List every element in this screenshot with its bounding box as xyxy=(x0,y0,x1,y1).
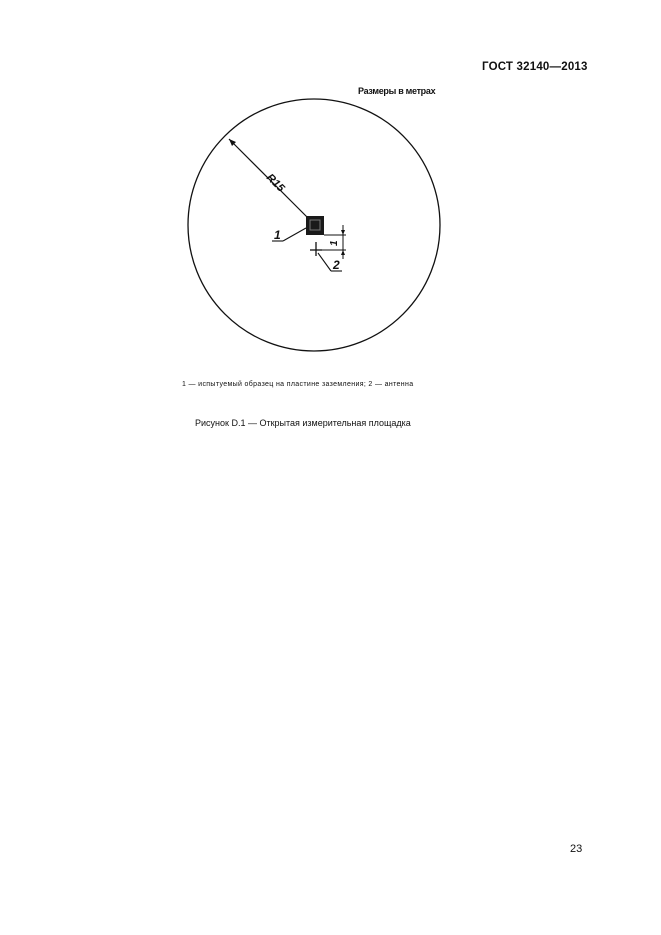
page-number: 23 xyxy=(570,843,583,855)
figure-legend: 1 — испытуемый образец на пластине заземления; 2 — антенна xyxy=(182,381,414,388)
dimension-value: 1 xyxy=(329,240,340,246)
document-standard-id: ГОСТ 32140—2013 xyxy=(482,61,588,73)
label-antenna: 2 xyxy=(333,258,340,272)
label-sample: 1 xyxy=(274,228,281,242)
units-note: Размеры в метрах xyxy=(358,86,436,96)
figure-caption: Рисунок D.1 — Открытая измерительная площадка xyxy=(195,418,411,428)
dimension-arrow-bottom xyxy=(341,250,345,255)
label-1-leader-diagonal xyxy=(283,228,306,241)
radius-label: R15 xyxy=(263,171,287,195)
ground-plate xyxy=(306,216,324,235)
label-2-leader-diagonal xyxy=(318,253,331,271)
dimension-arrow-top xyxy=(341,230,345,235)
